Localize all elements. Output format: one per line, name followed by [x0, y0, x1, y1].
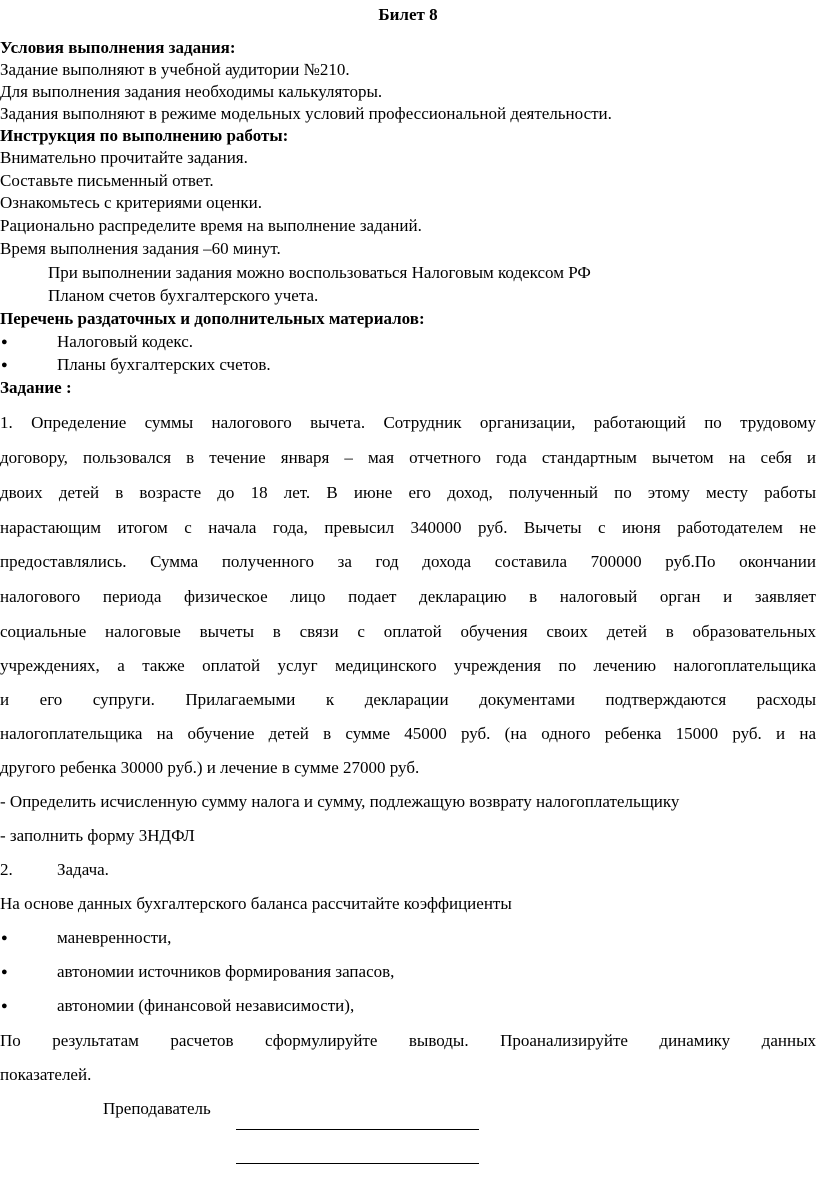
ticket-title: Билет 8 [378, 5, 438, 24]
instruction-line: Ознакомьтесь с критериями оценки. [0, 193, 263, 212]
signature-line [236, 1163, 479, 1164]
conclusion-line: По результатам расчетов сформулируйте выводы. Проанализируйте динамику данных [0, 1031, 816, 1050]
instruction-line: Рационально распределите время на выполнение заданий. [0, 216, 422, 235]
task1-line: социальные налоговые вычеты в связи с оплатой обучения своих детей в образовательных [0, 622, 816, 641]
material-item: Налоговый кодекс. [57, 332, 194, 351]
bullet-icon: ● [1, 1000, 8, 1012]
instruction-line: Составьте письменный ответ. [0, 171, 214, 190]
bullet-icon: ● [1, 336, 8, 348]
instruction-indented-line: При выполнении задания можно воспользоваться Налоговым кодексом РФ [48, 263, 591, 282]
instruction-indented-line: Планом счетов бухгалтерского учета. [48, 286, 319, 305]
task1-line: 1. Определение суммы налогового вычета. Сотрудник организации, работающий по трудовому [0, 413, 816, 432]
material-item: Планы бухгалтерских счетов. [57, 355, 271, 374]
task2-number: 2. [0, 860, 13, 879]
task1-line: двоих детей в возрасте до 18 лет. В июне его доход, полученный по этому месту работы [0, 483, 816, 502]
conditions-heading: Условия выполнения задания: [0, 38, 236, 57]
task1-line: налогоплательщика на обучение детей в сумме 45000 руб. (на одного ребенка 15000 руб. и на [0, 724, 816, 743]
conditions-line: Задание выполняют в учебной аудитории №210. [0, 60, 350, 79]
task1-line: учреждениях, а также оплатой услуг медицинского учреждения по лечению налогоплательщика [0, 656, 816, 675]
conditions-line: Для выполнения задания необходимы калькуляторы. [0, 82, 383, 101]
task-heading: Задание : [0, 378, 72, 397]
signature-line [236, 1129, 479, 1130]
task1-line: налогового периода физическое лицо подает декларацию в налоговый орган и заявляет [0, 587, 816, 606]
coefficient-item: маневренности, [57, 928, 172, 947]
bullet-icon: ● [1, 966, 8, 978]
instructions-heading: Инструкция по выполнению работы: [0, 126, 289, 145]
instruction-line: Время выполнения задания –60 минут. [0, 239, 281, 258]
materials-heading: Перечень раздаточных и дополнительных материалов: [0, 309, 425, 328]
bullet-icon: ● [1, 359, 8, 371]
task1-line: нарастающим итогом с начала года, превысил 340000 руб. Вычеты с июня работодателем не [0, 518, 816, 537]
task1-line: другого ребенка 30000 руб.) и лечение в сумме 27000 руб. [0, 758, 420, 777]
bullet-icon: ● [1, 932, 8, 944]
coefficient-item: автономии (финансовой независимости), [57, 996, 355, 1015]
task1-line: договору, пользовался в течение января – мая отчетного года стандартным вычетом на себя и [0, 448, 816, 467]
coefficient-item: автономии источников формирования запасов, [57, 962, 395, 981]
conclusion-line: показателей. [0, 1065, 92, 1084]
task1-line: и его супруги. Прилагаемыми к декларации документами подтверждаются расходы [0, 690, 816, 709]
task2-label: Задача. [57, 860, 109, 879]
task1-directive: - Определить исчисленную сумму налога и сумму, подлежащую возврату налогоплательщику [0, 792, 680, 811]
conditions-line: Задания выполняют в режиме модельных условий профессиональной деятельности. [0, 104, 612, 123]
task2-intro: На основе данных бухгалтерского баланса рассчитайте коэффициенты [0, 894, 512, 913]
task1-line: предоставлялись. Сумма полученного за год дохода составила 700000 руб.По окончании [0, 552, 816, 571]
teacher-label: Преподаватель [103, 1099, 211, 1118]
task1-directive: - заполнить форму 3НДФЛ [0, 826, 195, 845]
instruction-line: Внимательно прочитайте задания. [0, 148, 248, 167]
